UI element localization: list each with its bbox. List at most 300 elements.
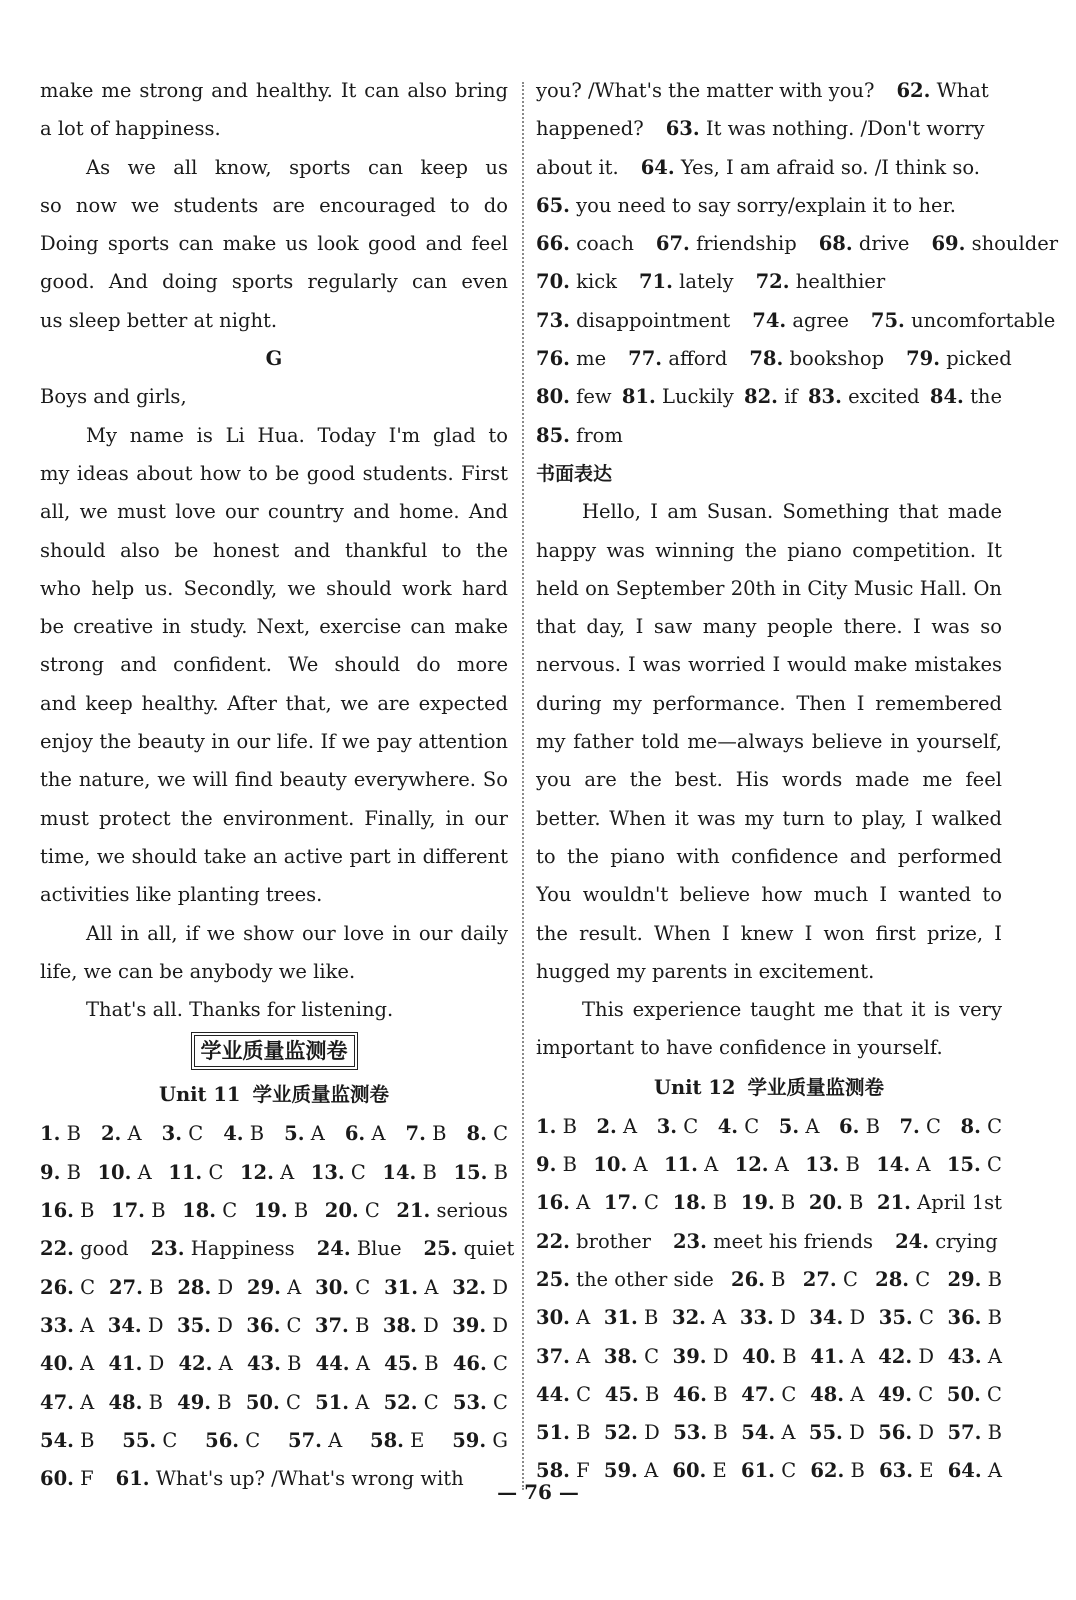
answer-text: E <box>410 1428 425 1452</box>
question-number: 54. <box>741 1421 776 1445</box>
answer-text: B <box>355 1313 370 1337</box>
unit-11-title-cn: 学业质量监测卷 <box>252 1083 390 1107</box>
answer-text: D <box>147 1313 164 1337</box>
question-number: 33. <box>40 1313 74 1337</box>
question-number: 28. <box>875 1267 910 1291</box>
answer-item <box>948 1299 1002 1337</box>
question-number: 40. <box>742 1344 777 1368</box>
answer-text: C <box>355 1275 371 1299</box>
answer-item <box>246 1384 301 1422</box>
answer-text: A <box>576 1306 591 1330</box>
answer-item <box>805 1146 859 1184</box>
question-number: 27. <box>108 1275 143 1299</box>
question-number: 26. <box>731 1267 765 1291</box>
answer-item <box>752 302 849 340</box>
question-number: 9. <box>40 1160 61 1184</box>
question-number: 32. <box>672 1306 706 1330</box>
answer-item <box>452 1307 508 1345</box>
speech-paragraph-2 <box>40 915 508 992</box>
answer-text: B <box>293 1199 309 1223</box>
text-line: that day, I saw many people there. I was so <box>536 615 1002 639</box>
question-number: 18. <box>182 1199 217 1223</box>
answer-text: C <box>744 1114 760 1138</box>
answer-row <box>536 1184 1002 1222</box>
answer-item <box>656 225 797 263</box>
answer-text: B <box>849 1191 864 1215</box>
answer-item <box>406 1115 447 1153</box>
answer-text: quiet <box>463 1237 515 1261</box>
answer-text: Luckily <box>662 385 734 409</box>
answer-text: D <box>492 1313 508 1337</box>
answer-item <box>536 340 606 378</box>
text-line: life, we can be anybody we like. <box>40 959 356 983</box>
answer-text: C <box>423 1390 439 1414</box>
question-number: 1. <box>536 1114 557 1138</box>
question-number: 15. <box>946 1153 981 1177</box>
question-number: 53. <box>673 1421 708 1445</box>
question-number: 4. <box>223 1122 244 1146</box>
question-number: 40. <box>40 1352 74 1376</box>
answer-row <box>40 1154 508 1192</box>
answer-text: B <box>217 1390 232 1414</box>
unit-11-answer-key-continued <box>536 72 1059 455</box>
question-number: 34. <box>107 1313 142 1337</box>
answer-text: B <box>493 1160 508 1184</box>
answer-text: D <box>712 1344 729 1368</box>
section-heading-g: G <box>265 347 283 371</box>
answer-item <box>97 1154 151 1192</box>
answer-item <box>947 1376 1002 1414</box>
question-number: 30. <box>536 1306 570 1330</box>
question-number: 51. <box>315 1390 350 1414</box>
answer-item <box>628 340 727 378</box>
answer-text: B <box>712 1191 728 1215</box>
answer-text: crying <box>935 1229 998 1253</box>
answer-text: B <box>148 1390 163 1414</box>
answer-text: the other side <box>576 1267 714 1291</box>
answer-text: B <box>432 1122 447 1146</box>
question-number: 4. <box>717 1114 739 1138</box>
answer-item <box>536 72 874 110</box>
question-number: 78. <box>749 347 784 371</box>
answer-row <box>40 1345 508 1383</box>
answer-item <box>809 1299 865 1337</box>
writing-paragraph-2 <box>536 991 1002 1068</box>
answer-text: D <box>849 1306 866 1330</box>
question-number: 10. <box>97 1160 132 1184</box>
question-number: 20. <box>808 1191 843 1215</box>
answer-text: bookshop <box>789 347 885 371</box>
question-number: 24. <box>895 1229 930 1253</box>
answer-item <box>749 340 884 378</box>
answer-text: C <box>350 1160 366 1184</box>
answer-text: B <box>80 1199 95 1223</box>
answer-text: C <box>576 1382 592 1406</box>
answer-text: agree <box>792 308 849 332</box>
answer-item <box>641 149 980 187</box>
answer-item <box>122 1422 177 1460</box>
answer-text: Blue <box>356 1237 402 1261</box>
answer-row <box>40 1269 508 1307</box>
question-number: 30. <box>315 1275 350 1299</box>
answer-text: C <box>493 1390 508 1414</box>
answer-item <box>452 1269 508 1307</box>
question-number: 43. <box>947 1344 982 1368</box>
text-line: so now we students are encouraged to do <box>40 193 508 217</box>
answer-item <box>779 1108 820 1146</box>
text-line: all, we must love our country and home. And <box>40 500 508 524</box>
question-number: 12. <box>734 1153 769 1177</box>
answer-text: D <box>918 1421 934 1445</box>
question-number: 17. <box>111 1199 145 1223</box>
answer-text: B <box>151 1199 166 1223</box>
answer-item <box>284 1115 325 1153</box>
text-line: should also be honest and thankful to the <box>40 538 508 562</box>
answer-item <box>536 1223 651 1261</box>
answer-item <box>536 225 634 263</box>
question-number: 25. <box>423 1237 458 1261</box>
answer-item <box>744 378 798 416</box>
answer-row <box>536 1414 1002 1452</box>
answer-item <box>947 1146 1002 1184</box>
text-line: important to have confidence in yourself. <box>536 1036 943 1060</box>
question-number: 79. <box>906 347 940 371</box>
answer-item <box>536 1184 590 1222</box>
answer-item <box>961 1108 1002 1146</box>
answer-item <box>345 1115 386 1153</box>
answer-item <box>424 1230 515 1268</box>
answer-item <box>664 1146 718 1184</box>
question-number: 22. <box>536 1229 570 1253</box>
answer-text: B <box>782 1344 797 1368</box>
question-number: 59. <box>603 1459 638 1483</box>
answer-item <box>325 1192 380 1230</box>
answer-item <box>839 1108 880 1146</box>
question-number: 16. <box>536 1191 570 1215</box>
text-line: during my performance. Then I remembered <box>536 691 1002 715</box>
answer-row <box>40 1422 508 1460</box>
answer-item <box>718 1108 759 1146</box>
answer-text: C <box>926 1114 941 1138</box>
answer-text: G <box>492 1428 508 1452</box>
answer-text: A <box>355 1352 370 1376</box>
answer-item <box>536 149 619 187</box>
question-number: 39. <box>452 1313 487 1337</box>
essay-end <box>40 72 508 149</box>
answer-item <box>604 1338 659 1376</box>
answer-text: brother <box>576 1229 651 1253</box>
answer-text: B <box>149 1275 164 1299</box>
answer-item <box>742 1338 796 1376</box>
page-number: — 76 — <box>497 1480 579 1504</box>
answer-text: the <box>970 385 1002 409</box>
answer-item <box>604 1414 660 1452</box>
question-number: 29. <box>947 1267 982 1291</box>
answer-item <box>40 1192 94 1230</box>
answer-text: C <box>493 1122 508 1146</box>
answer-text: A <box>287 1275 302 1299</box>
answer-text: C <box>915 1267 931 1291</box>
answer-item <box>536 1338 590 1376</box>
answer-text: C <box>781 1382 797 1406</box>
answer-item <box>40 1307 94 1345</box>
question-number: 52. <box>603 1421 638 1445</box>
question-number: 69. <box>931 232 966 256</box>
question-number: 2. <box>596 1114 617 1138</box>
question-number: 47. <box>40 1390 74 1414</box>
answer-text: afford <box>668 347 728 371</box>
question-number: 37. <box>536 1344 570 1368</box>
answer-item <box>741 1184 795 1222</box>
answer-text: D <box>217 1275 234 1299</box>
text-line: and keep healthy. After that, we are expected <box>40 691 508 715</box>
question-number: 46. <box>673 1382 707 1406</box>
answer-item <box>536 378 612 416</box>
answer-item <box>162 1115 203 1153</box>
answer-item <box>673 1376 727 1414</box>
answer-text: A <box>218 1352 233 1376</box>
question-number: 38. <box>603 1344 638 1368</box>
answer-text: you? /What's the matter with you? <box>536 79 875 102</box>
question-number: 5. <box>284 1122 305 1146</box>
answer-item <box>205 1422 260 1460</box>
answer-text: serious <box>436 1199 508 1223</box>
text-line: happy was winning the piano competition. It <box>536 538 1002 562</box>
text-line: to the piano with confidence and performed <box>536 844 1002 868</box>
answer-item <box>315 1269 370 1307</box>
question-number: 64. <box>947 1459 982 1483</box>
writing-heading: 书面表达 <box>536 462 613 485</box>
answer-text: D <box>217 1313 233 1337</box>
question-number: 76. <box>536 347 570 371</box>
answer-item <box>536 1299 590 1337</box>
question-number: 66. <box>536 232 570 256</box>
answer-text: It was nothing. /Don't worry <box>705 117 985 141</box>
answer-row <box>40 1115 508 1153</box>
answer-text: kick <box>576 270 617 294</box>
answer-item <box>906 340 1012 378</box>
answer-text: drive <box>858 232 910 256</box>
text-line: a lot of happiness. <box>40 117 221 141</box>
answer-text: if <box>784 385 798 409</box>
answer-item <box>604 1299 658 1337</box>
question-number: 34. <box>809 1306 844 1330</box>
answer-item <box>108 1384 162 1422</box>
answer-text: C <box>364 1199 380 1223</box>
question-number: 84. <box>929 385 964 409</box>
answer-item <box>317 1230 402 1268</box>
answer-text: B <box>845 1153 860 1177</box>
answer-item <box>899 1108 940 1146</box>
answer-item <box>151 1230 295 1268</box>
text-line: This experience taught me that it is very <box>582 998 1002 1022</box>
question-number: 77. <box>628 347 663 371</box>
question-number: 55. <box>122 1428 157 1452</box>
answer-item <box>396 1192 508 1230</box>
question-number: 8. <box>466 1122 487 1146</box>
answer-item <box>878 1414 934 1452</box>
question-number: 12. <box>239 1160 274 1184</box>
answer-text: shoulder <box>971 232 1059 256</box>
answer-text: friendship <box>696 232 797 256</box>
writing-paragraph-1 <box>536 493 1002 991</box>
answer-item <box>536 417 623 455</box>
answer-text: B <box>576 1421 591 1445</box>
text-line: nervous. I was worried I would make mistakes <box>536 653 1002 677</box>
text-line: good. And doing sports regularly can even <box>40 270 508 294</box>
answer-text: about it. <box>536 155 619 179</box>
left-column <box>40 72 515 1498</box>
answer-item <box>108 1345 164 1383</box>
answer-text: lately <box>679 270 734 294</box>
question-number: 42. <box>878 1344 913 1368</box>
answer-item <box>40 1269 95 1307</box>
question-number: 38. <box>382 1313 417 1337</box>
question-number: 21. <box>877 1191 911 1215</box>
answer-item <box>247 1345 301 1383</box>
question-number: 36. <box>246 1313 281 1337</box>
answer-item <box>536 1376 591 1414</box>
answer-text: me <box>576 347 607 371</box>
text-line: my ideas about how to be good students. First <box>40 461 508 485</box>
answer-text: B <box>850 1459 865 1483</box>
answer-text: B <box>644 1306 659 1330</box>
question-number: 28. <box>177 1275 212 1299</box>
answer-text: A <box>576 1344 591 1368</box>
answer-item <box>370 1422 424 1460</box>
unit-11-title-en: Unit 11 <box>158 1083 241 1107</box>
answer-text: C <box>918 1382 934 1406</box>
answer-item <box>384 1384 439 1422</box>
answer-text: Yes, I am afraid so. /I think so. <box>680 155 980 179</box>
answer-item <box>672 1299 726 1337</box>
answer-item <box>536 1108 577 1146</box>
text-line: activities like planting trees. <box>40 883 323 907</box>
column-divider <box>522 82 524 1490</box>
answer-text: coach <box>576 232 634 256</box>
answer-item <box>382 1154 436 1192</box>
speech-greeting: Boys and girls, <box>40 385 187 409</box>
answer-row <box>536 378 1002 416</box>
text-line: you are the best. His words made me feel <box>536 768 1002 792</box>
question-number: 60. <box>40 1467 74 1491</box>
answer-item <box>877 1184 1002 1222</box>
answer-text: E <box>919 1459 934 1483</box>
essay-paragraph <box>40 149 508 340</box>
answer-item <box>731 1261 785 1299</box>
question-number: 27. <box>802 1267 837 1291</box>
answer-item <box>896 72 988 110</box>
answer-item <box>536 1146 577 1184</box>
answer-text: A <box>80 1352 95 1376</box>
answer-text: C <box>162 1428 178 1452</box>
question-number: 3. <box>161 1122 183 1146</box>
answer-item <box>453 1345 508 1383</box>
answer-item <box>177 1307 233 1345</box>
question-number: 55. <box>808 1421 843 1445</box>
question-number: 68. <box>818 232 853 256</box>
answer-text: B <box>780 1191 796 1215</box>
question-number: 85. <box>536 423 570 447</box>
answer-item <box>741 1376 796 1414</box>
question-number: 35. <box>878 1306 913 1330</box>
answer-text: uncomfortable <box>911 308 1056 332</box>
answer-item <box>168 1154 223 1192</box>
question-number: 19. <box>740 1191 775 1215</box>
answer-text: April 1st <box>917 1191 1002 1215</box>
answer-text: few <box>576 385 612 409</box>
answer-item <box>895 1223 998 1261</box>
answer-text: A <box>916 1153 931 1177</box>
answer-item <box>109 1269 163 1307</box>
question-number: 49. <box>878 1382 913 1406</box>
answer-text: A <box>127 1122 142 1146</box>
text-line: the nature, we will find beauty everywhere. So <box>40 768 508 792</box>
answer-text: F <box>576 1459 590 1483</box>
section-box-label: 学业质量监测卷 <box>194 1035 355 1067</box>
answer-text: What's up? /What's wrong with <box>155 1467 464 1491</box>
question-number: 64. <box>640 155 675 179</box>
question-number: 26. <box>40 1275 74 1299</box>
answer-item <box>819 225 910 263</box>
answer-row <box>536 1299 1002 1337</box>
question-number: 41. <box>108 1352 143 1376</box>
question-number: 43. <box>246 1352 281 1376</box>
answer-text: C <box>222 1199 238 1223</box>
answer-item <box>246 1307 301 1345</box>
answer-item <box>673 1338 729 1376</box>
question-number: 16. <box>40 1199 74 1223</box>
question-number: 45. <box>384 1352 419 1376</box>
question-number: 74. <box>752 308 787 332</box>
question-number: 56. <box>205 1428 240 1452</box>
answer-item <box>605 1376 659 1414</box>
answer-row <box>536 110 1002 148</box>
answer-row <box>536 1108 1002 1146</box>
answer-item <box>384 1269 438 1307</box>
answer-row <box>40 1307 508 1345</box>
answer-text: B <box>249 1122 265 1146</box>
answer-row <box>536 72 1002 110</box>
answer-item <box>536 1261 714 1299</box>
text-line: better. When it was my turn to play, I walked <box>536 806 1002 830</box>
answer-text: B <box>987 1421 1002 1445</box>
answer-text: B <box>865 1114 880 1138</box>
answer-item <box>111 1192 165 1230</box>
answer-item <box>810 1338 864 1376</box>
question-number: 73. <box>536 308 570 332</box>
answer-item <box>311 1154 366 1192</box>
answer-text: A <box>850 1382 865 1406</box>
answer-item <box>467 1115 508 1153</box>
answer-item <box>247 1269 301 1307</box>
question-number: 42. <box>178 1352 213 1376</box>
answer-item <box>740 1299 796 1337</box>
answer-item <box>108 1307 164 1345</box>
answer-text: A <box>781 1421 796 1445</box>
answer-item <box>536 187 956 225</box>
answer-text: A <box>576 1191 591 1215</box>
answer-text: healthier <box>795 270 886 294</box>
answer-text: A <box>424 1275 439 1299</box>
question-number: 52. <box>383 1390 418 1414</box>
answer-item <box>673 1414 727 1452</box>
answer-text: C <box>208 1160 224 1184</box>
answer-item <box>453 1384 508 1422</box>
question-number: 22. <box>40 1237 74 1261</box>
answer-text: happened? <box>536 117 644 141</box>
unit-12-title <box>536 1068 1002 1108</box>
